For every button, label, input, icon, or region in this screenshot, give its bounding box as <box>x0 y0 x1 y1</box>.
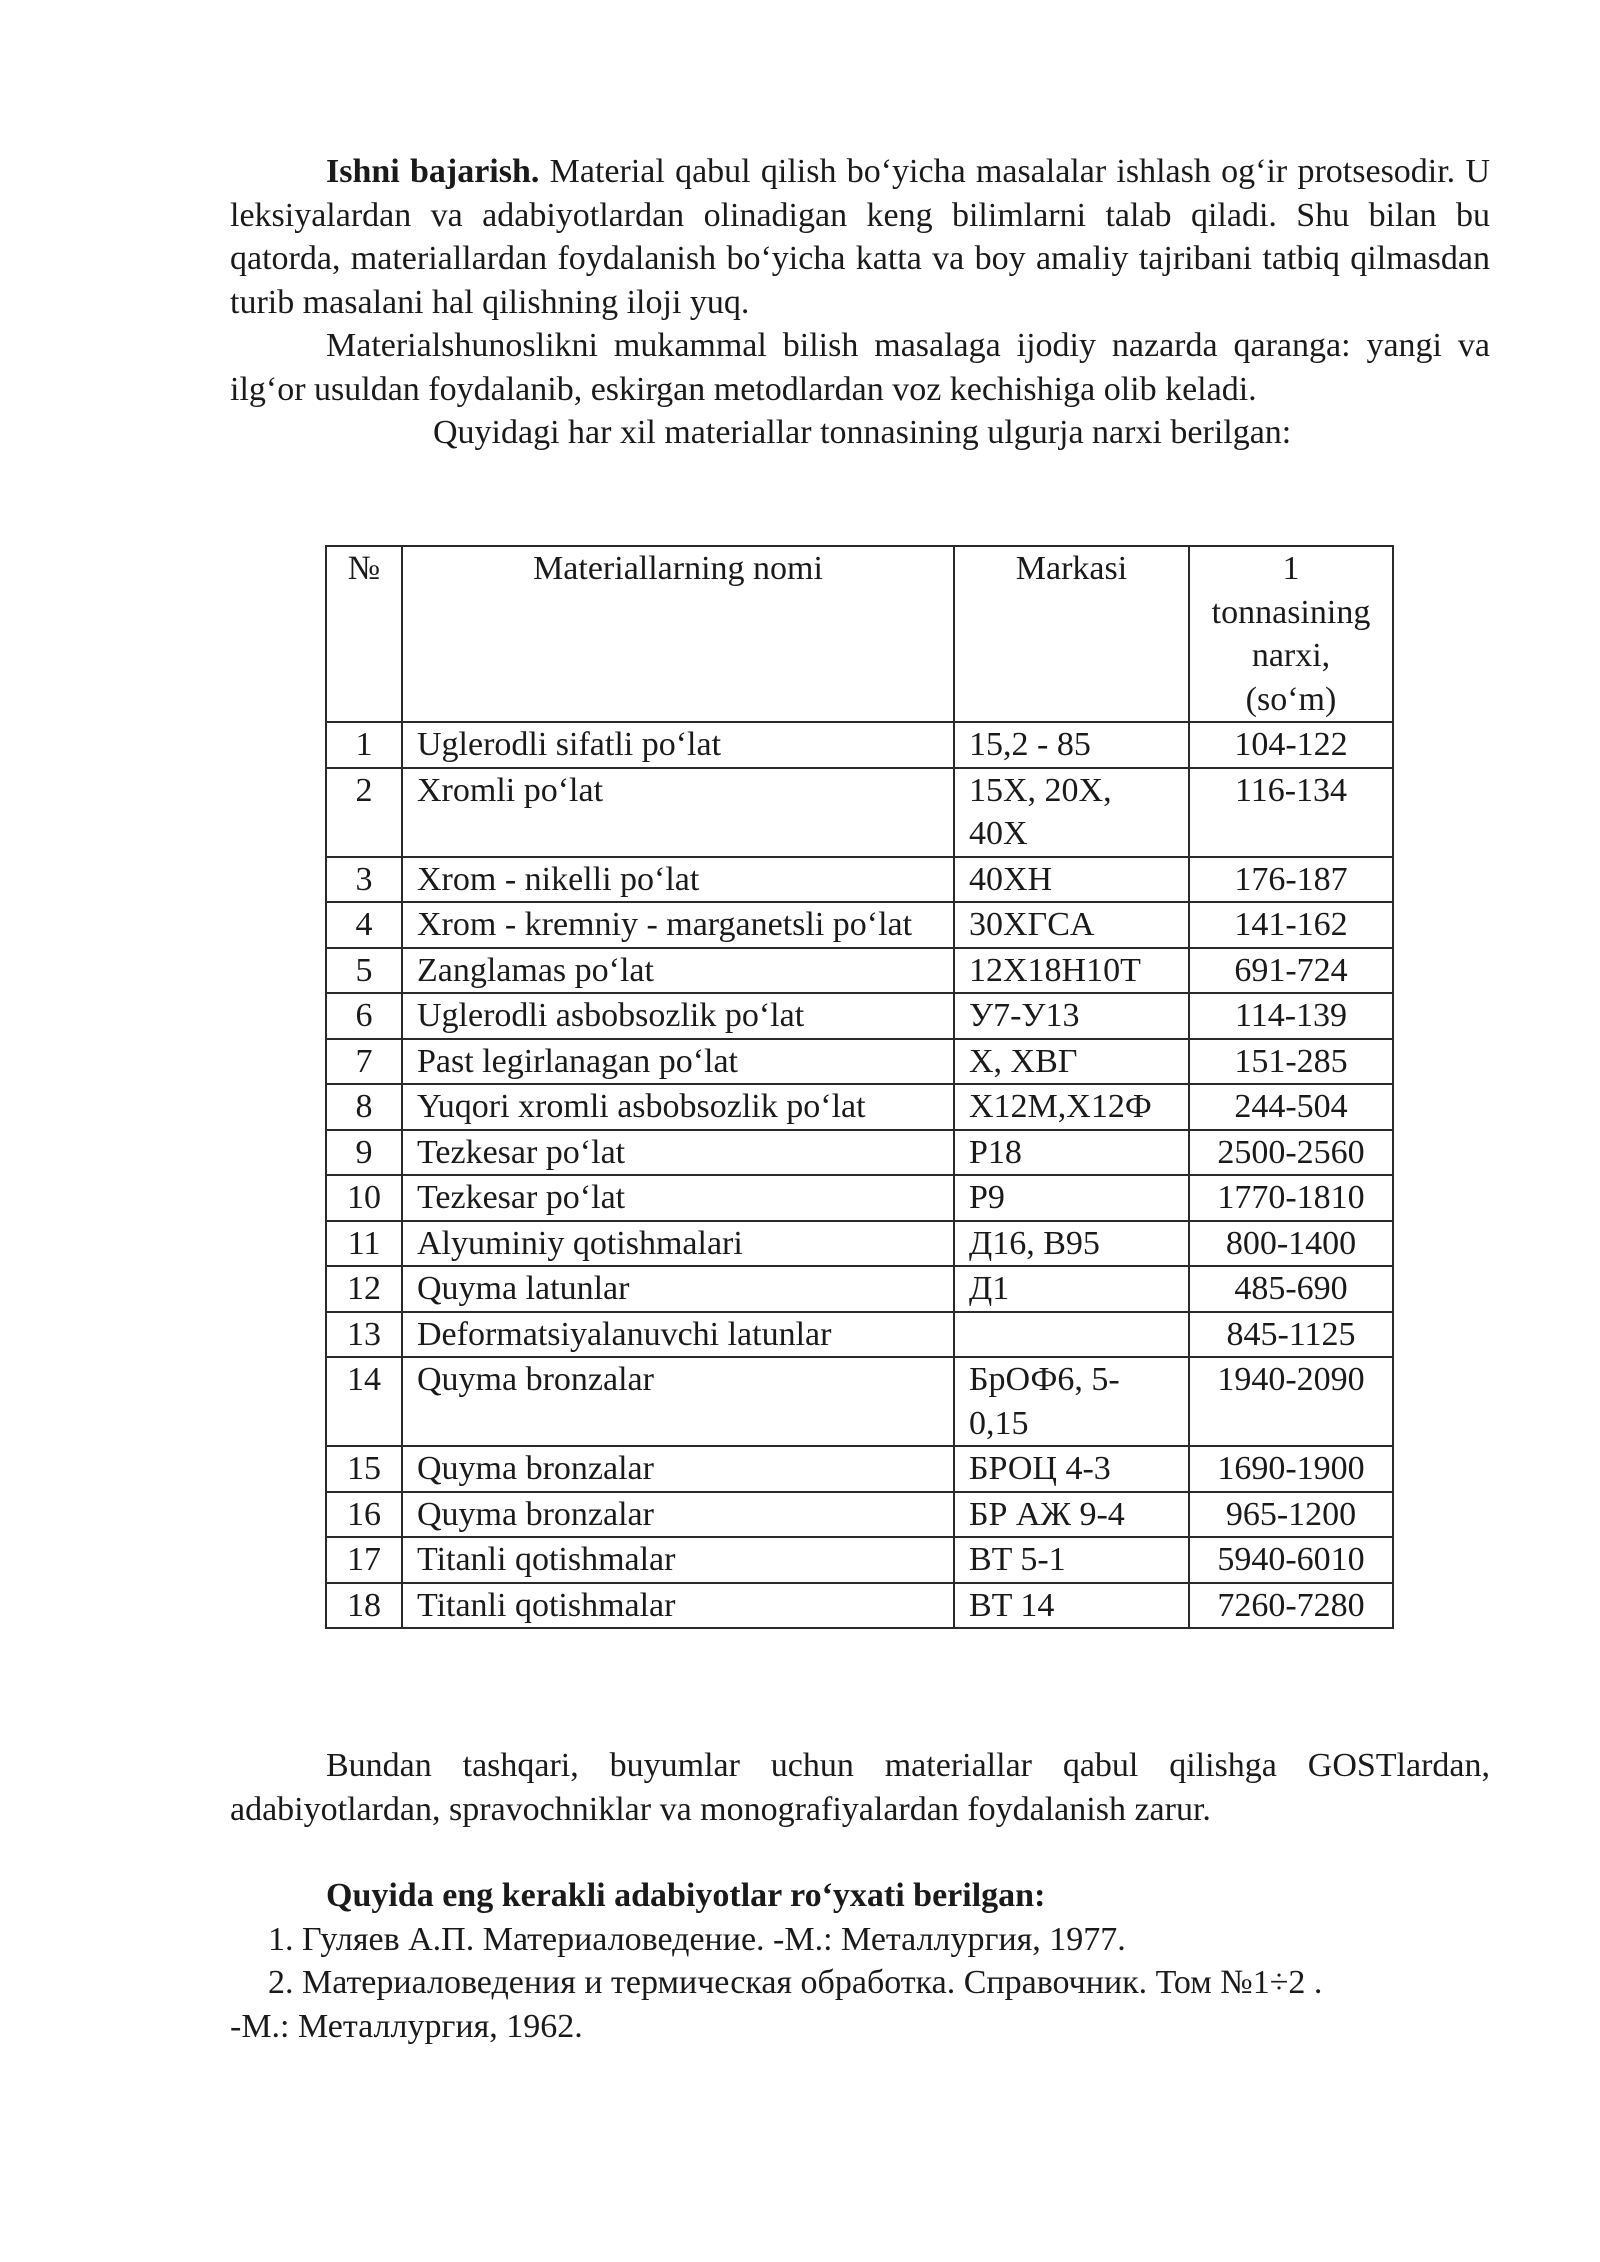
cell-price: 116-134 <box>1189 768 1393 857</box>
header-num: № <box>326 546 402 722</box>
cell-num: 7 <box>326 1039 402 1085</box>
table-row <box>326 1266 1393 1312</box>
table-row <box>326 768 1393 857</box>
cell-name: Quyma bronzalar <box>402 1357 954 1446</box>
cell-name: Uglerodli sifatli po‘lat <box>402 722 954 768</box>
table-row <box>326 902 1393 948</box>
literature-heading: Quyida eng kerakli adabiyotlar ro‘yxati berilgan: <box>326 1877 1046 1914</box>
cell-num: 18 <box>326 1583 402 1629</box>
table-row <box>326 1446 1393 1492</box>
cell-price: 845-1125 <box>1189 1312 1393 1358</box>
cell-mark: Д16, В95 <box>954 1221 1189 1267</box>
table-row <box>326 1221 1393 1267</box>
table-row <box>326 1357 1393 1446</box>
cell-price: 2500-2560 <box>1189 1130 1393 1176</box>
cell-mark: P18 <box>954 1130 1189 1176</box>
cell-price: 485-690 <box>1189 1266 1393 1312</box>
cell-price: 800-1400 <box>1189 1221 1393 1267</box>
paragraph-1-text: Material qabul qilish bo‘yicha masalalar ishlash og‘ir protsesodir. U leksiyalardan va adabiyotlardan olinadigan keng bilimlarni talab qiladi. Shu bilan bu qatorda, materiallardan foydalanish bo‘yicha katta va boy amaliy tajribani tatbiq qilmasdan turib masalani hal qilishning iloji yuq. <box>230 153 1490 321</box>
cell-mark: 12X18H10T <box>954 948 1189 994</box>
cell-mark: 15X, 20X, 40X <box>954 768 1189 857</box>
cell-name: Xromli po‘lat <box>402 768 954 857</box>
cell-mark: P9 <box>954 1175 1189 1221</box>
cell-mark: 40XH <box>954 857 1189 903</box>
paragraph-3: Bundan tashqari, buyumlar uchun materiallar qabul qilishga GOSTlardan, adabiyotlardan, spravochniklar va monografiyalardan foydalanish zarur. <box>230 1747 1490 1828</box>
cell-mark: У7-У13 <box>954 993 1189 1039</box>
cell-mark: БРОЦ 4-3 <box>954 1446 1189 1492</box>
cell-name: Xrom - nikelli po‘lat <box>402 857 954 903</box>
header-name: Materiallarning nomi <box>402 546 954 722</box>
closing-section <box>230 1744 1490 2048</box>
cell-name: Titanli qotishmalar <box>402 1583 954 1629</box>
header-price: 1 tonnasining narxi, (so‘m) <box>1189 546 1393 722</box>
cell-num: 17 <box>326 1537 402 1583</box>
cell-mark: BT 14 <box>954 1583 1189 1629</box>
cell-name: Quyma bronzalar <box>402 1492 954 1538</box>
literature-item-2: 2. Материаловедения и термическая обработка. Справочник. Том №1÷2 . <box>268 1964 1323 2001</box>
cell-price: 691-724 <box>1189 948 1393 994</box>
cell-num: 5 <box>326 948 402 994</box>
cell-name: Xrom - kremniy - marganetsli po‘lat <box>402 902 954 948</box>
cell-num: 4 <box>326 902 402 948</box>
table-row <box>326 722 1393 768</box>
cell-price: 104-122 <box>1189 722 1393 768</box>
table-row <box>326 1175 1393 1221</box>
cell-price: 114-139 <box>1189 993 1393 1039</box>
cell-num: 13 <box>326 1312 402 1358</box>
cell-price: 7260-7280 <box>1189 1583 1393 1629</box>
cell-price: 1690-1900 <box>1189 1446 1393 1492</box>
paragraph-2: Materialshunoslikni mukammal bilish masalaga ijodiy nazarda qaranga: yangi va ilg‘or usuldan foydalanib, eskirgan metodlardan voz kechishiga olib keladi. <box>230 327 1490 408</box>
cell-name: Deformatsiyalanuvchi latunlar <box>402 1312 954 1358</box>
table-row <box>326 948 1393 994</box>
cell-price: 244-504 <box>1189 1084 1393 1130</box>
literature-item-2-continued: -М.: Металлургия, 1962. <box>230 2007 583 2045</box>
cell-mark: BT 5-1 <box>954 1537 1189 1583</box>
cell-mark: 30XГCA <box>954 902 1189 948</box>
header-mark: Markasi <box>954 546 1189 722</box>
cell-mark: БР АЖ 9-4 <box>954 1492 1189 1538</box>
table-row <box>326 1492 1393 1538</box>
cell-price: 5940-6010 <box>1189 1537 1393 1583</box>
cell-name: Alyuminiy qotishmalari <box>402 1221 954 1267</box>
cell-num: 3 <box>326 857 402 903</box>
cell-num: 15 <box>326 1446 402 1492</box>
literature-item-1: 1. Гуляев А.П. Материаловедение. -М.: Металлургия, 1977. <box>268 1920 1126 1958</box>
table-header-row <box>326 546 1393 722</box>
cell-name: Yuqori xromli asbobsozlik po‘lat <box>402 1084 954 1130</box>
cell-mark <box>954 1312 1189 1358</box>
cell-name: Zanglamas po‘lat <box>402 948 954 994</box>
table-row <box>326 1130 1393 1176</box>
cell-name: Quyma bronzalar <box>402 1446 954 1492</box>
cell-mark: X12M,X12Ф <box>954 1084 1189 1130</box>
cell-mark: X, XBГ <box>954 1039 1189 1085</box>
cell-num: 2 <box>326 768 402 857</box>
cell-name: Quyma latunlar <box>402 1266 954 1312</box>
cell-price: 151-285 <box>1189 1039 1393 1085</box>
cell-num: 12 <box>326 1266 402 1312</box>
cell-num: 14 <box>326 1357 402 1446</box>
materials-price-table <box>325 545 1394 1629</box>
cell-name: Uglerodli asbobsozlik po‘lat <box>402 993 954 1039</box>
table-row <box>326 857 1393 903</box>
cell-price: 176-187 <box>1189 857 1393 903</box>
table-row <box>326 1537 1393 1583</box>
table-row <box>326 1583 1393 1629</box>
cell-num: 8 <box>326 1084 402 1130</box>
cell-name: Past legirlanagan po‘lat <box>402 1039 954 1085</box>
table-row <box>326 1039 1393 1085</box>
cell-num: 16 <box>326 1492 402 1538</box>
cell-price: 965-1200 <box>1189 1492 1393 1538</box>
table-caption: Quyidagi har xil materiallar tonnasining ulgurja narxi berilgan: <box>433 414 1292 451</box>
paragraph-1-lead: Ishni bajarish. <box>326 153 540 190</box>
cell-name: Tezkesar po‘lat <box>402 1175 954 1221</box>
table-row <box>326 1084 1393 1130</box>
cell-num: 11 <box>326 1221 402 1267</box>
cell-num: 6 <box>326 993 402 1039</box>
cell-mark: Д1 <box>954 1266 1189 1312</box>
table-row <box>326 993 1393 1039</box>
cell-price: 141-162 <box>1189 902 1393 948</box>
cell-num: 10 <box>326 1175 402 1221</box>
cell-price: 1770-1810 <box>1189 1175 1393 1221</box>
cell-mark: 15,2 - 85 <box>954 722 1189 768</box>
intro-section <box>230 150 1490 455</box>
cell-num: 9 <box>326 1130 402 1176</box>
table-body <box>326 546 1393 1628</box>
cell-price: 1940-2090 <box>1189 1357 1393 1446</box>
cell-mark: БрОФ6, 5-0,15 <box>954 1357 1189 1446</box>
table-row <box>326 1312 1393 1358</box>
cell-num: 1 <box>326 722 402 768</box>
cell-name: Titanli qotishmalar <box>402 1537 954 1583</box>
paragraph-1 <box>230 150 1490 324</box>
cell-name: Tezkesar po‘lat <box>402 1130 954 1176</box>
